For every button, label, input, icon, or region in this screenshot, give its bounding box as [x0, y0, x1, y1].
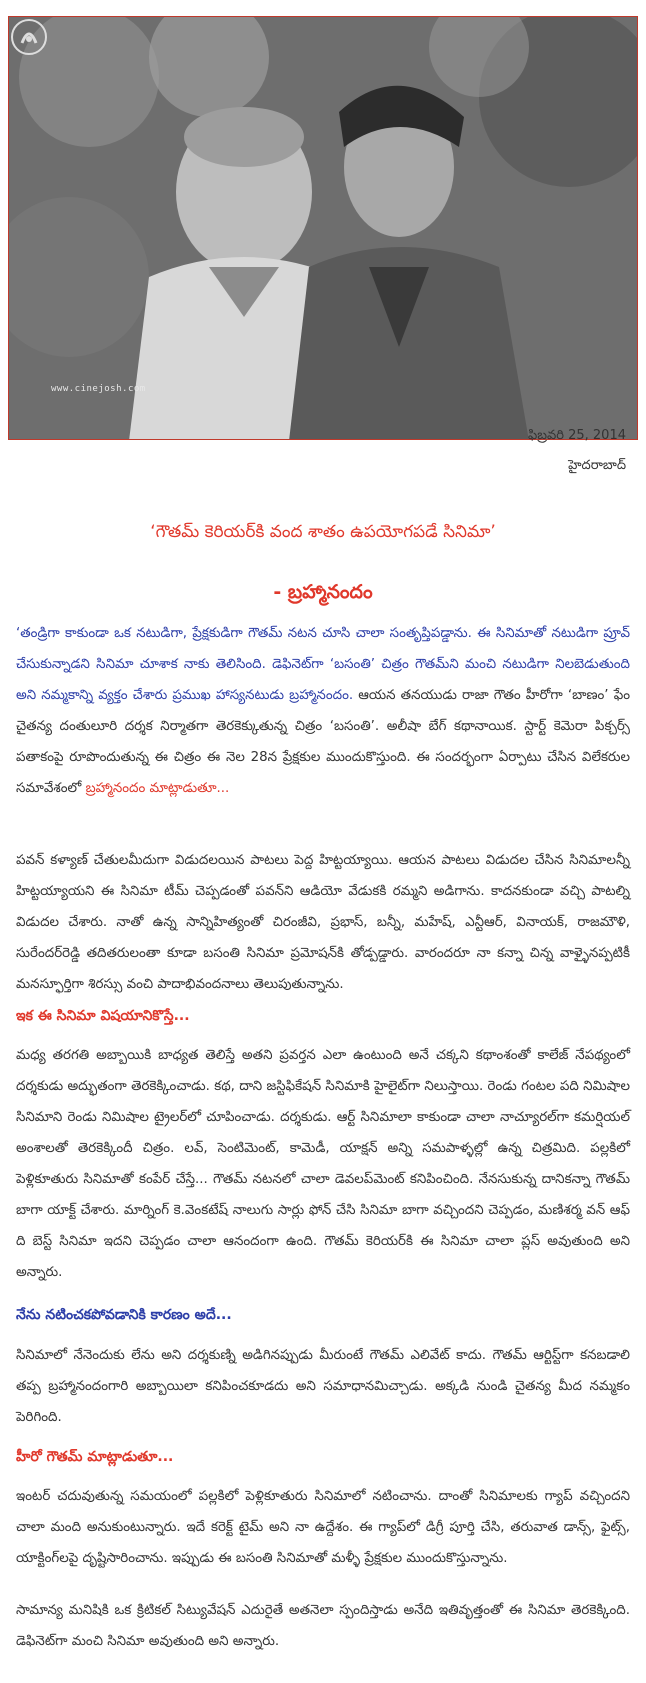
- subheading-gautham-speaks: హీరో గౌతమ్ మాట్లాడుతూ...: [16, 1449, 174, 1465]
- article-photo: [8, 16, 638, 440]
- cinejosh-logo-icon[interactable]: [9, 17, 49, 57]
- photo-illustration: [9, 17, 638, 440]
- article-location: హైదరాబాద్: [568, 458, 626, 473]
- article-headline: ‘గౌతమ్ కెరియర్‌కి వంద శాతం ఉపయోగపడే సినిమా’: [150, 522, 496, 542]
- intro-text: ‘తండ్రిగా కాకుండా ఒక నటుడిగా, ప్రేక్షకుడిగా గౌతమ్ నటన చూసి చాలా సంతృప్తిపడ్డాను. ఈ సినిమాతో నటుడిగా ప్రూవ్ చేసుకున్నాడని సినిమా చూశాక నాకు తెలిసింది. డెఫినెట్‌గా ‘బసంతి’ చిత్రం గౌతమ్‌ని మంచి నటుడిగా నిలబెడుతుంది అని నమ్మకాన్ని వ్యక్తం చేశారు ప్రముఖ హాస్యనటుడు బ్రహ్మానందం.: [16, 626, 630, 703]
- subheading-not-acting: నేను నటించకపోవడానికి కారణం అదే...: [16, 1307, 232, 1323]
- paragraph-story: సామాన్య మనిషికి ఒక క్రిటికల్ సిట్యువేషన్ ఎదురైతే అతనెలా స్పందిస్తాడు అనేది ఇతివృత్తంతో ఈ సినిమా తెరకెక్కింది. డెఫినెట్‌గా మంచి సినిమా అవుతుంది అని అన్నారు.: [16, 1603, 630, 1649]
- article-date: ఫిబ్రవరి 25, 2014: [528, 428, 626, 443]
- intro-highlight: బ్రహ్మానందం మాట్లాడుతూ...: [85, 781, 230, 796]
- paragraph-not-acting: సినిమాలో నేనెందుకు లేను అని దర్శకుణ్ని అడిగినప్పుడు మీరుంటే గౌతమ్ ఎలివేట్ కాదు. గౌతమ్ ఆర్టిస్ట్‌గా కనబడాలి తప్ప బ్రహ్మానందంగారి అబ్బాయిలా కనిపించకూడదు అని సమాధానమిచ్చాడు. అక్కడి నుండి చైతన్య మీద నమ్మకం పెరిగింది.: [16, 1348, 630, 1425]
- paragraph-about-film: మధ్య తరగతి అబ్బాయికి బాధ్యత తెలిస్తే అతని ప్రవర్తన ఎలా ఉంటుంది అనే చక్కని కథాంశంతో కాలేజ్ నేపథ్యంలో దర్శకుడు అద్భుతంగా తెరకెక్కించాడు. కథ, దాని జస్టిఫికేషన్ సినిమాకి హైలైట్‌గా నిలుస్తాయి. రెండు గంటల పది నిమిషాల సినిమాని రెండు నిమిషాల ట్రైలర్‌లో చూపించాడు. దర్శకుడు. ఆర్ట్ సినిమాలా కాకుండా చాలా నాచ్యూరల్‌గా కమర్షియల్ అంశాలతో తెరకెక్కిందీ చిత్రం. లవ్, సెంటిమెంట్, కామెడీ, యాక్షన్ అన్ని సమపాళ్ళల్లో ఉన్న చిత్రమిది. పల్లకిలో పెళ్లికూతురు సినిమాతో కంపేర్ చేస్తే... గౌతమ్ నటనలో చాలా డెవలప్‌మెంట్ కనిపించింది. నేనసుకున్న దానికన్నా గౌతమ్ బాగా యాక్ట్ చేశారు. మార్నింగ్ కె.వెంకటేష్ నాలుగు సార్లు ఫోన్ చేసి సినిమా బాగా వచ్చిందని చెప్పడం, మణిశర్మ వన్ ఆఫ్ ది బెస్ట్ సినిమా ఇదని చెప్పడం చాలా ఆనందంగా ఉంది. గౌతమ్ కెరియర్‌కి ఈ సినిమా చాలా ప్లస్ అవుతుంది అని అన్నారు.: [16, 1048, 630, 1280]
- photo-watermark: www.cinejosh.com: [51, 384, 146, 394]
- paragraph-audio-launch: పవన్ కళ్యాణ్ చేతులమీదుగా విడుదలయిన పాటలు పెద్ద హిట్టయ్యాయి. ఆయన పాటలు విడుదల చేసిన సినిమాలన్నీ హిట్టయ్యాయని ఈ సినిమా టీమ్ చెప్పడంతో పవన్‌ని ఆడియో వేడుకకి రమ్మని అడిగాను. కాదనకుండా వచ్చి పాటల్ని విడుదల చేశారు. నాతో ఉన్న సాన్నిహిత్యంతో చిరంజీవి, ప్రభాస్, బన్నీ, మహేష్, ఎన్టీఆర్, వినాయక్, రాజమౌళి, సురేందర్‌రెడ్డి తదితరులంతా కూడా బసంతి సినిమా ప్రమోషన్‌కి తోడ్పడ్డారు. వారందరూ నా కన్నా చిన్న వాళ్ళైనప్పటికీ మనస్ఫూర్తిగా శిరస్సు వంచి పాదాభివందనాలు తెలుపుతున్నాను.: [16, 853, 630, 992]
- intro-paragraph: [16, 618, 630, 804]
- subheading-about-film: ఇక ఈ సినిమా విషయానికొస్తే...: [16, 1008, 190, 1024]
- intro-text-continued: ఆయన తనయుడు రాజా గౌతం హీరోగా ‘బాణం’ ఫేం చైతన్య దంతులూరి దర్శక నిర్మాతగా తెరకెక్కుతున్న చిత్రం ‘బసంతి’. అలీషా బేగ్ కథానాయిక. స్టార్ట్ కెమెరా పిక్చర్స్ పతాకంపై రూపొందుతున్న ఈ చిత్రం ఈ నెల 28న ప్రేక్షకుల ముందుకొస్తుంది. ఈ సందర్భంగా ఏర్పాటు చేసిన విలేకరుల సమావేశంలో: [16, 688, 630, 796]
- paragraph-gautham-career: ఇంటర్ చదువుతున్న సమయంలో పల్లకిలో పెళ్లికూతురు సినిమాలో నటించాను. దాంతో సినిమాలకు గ్యాప్ వచ్చిందని చాలా మంది అనుకుంటున్నారు. ఇదే కరెక్ట్ టైమ్ అని నా ఉద్దేశం. ఈ గ్యాప్‌లో డిగ్రీ పూర్తి చేసి, తరువాత డాన్స్, ఫైట్స్, యాక్టింగ్‌లపై దృష్టిసారించాను. ఇప్పుడు ఈ బసంతి సినిమాతో మళ్ళీ ప్రేక్షకుల ముందుకొస్తున్నాను.: [16, 1489, 630, 1566]
- article-byline: - బ్రహ్మానందం: [273, 581, 373, 603]
